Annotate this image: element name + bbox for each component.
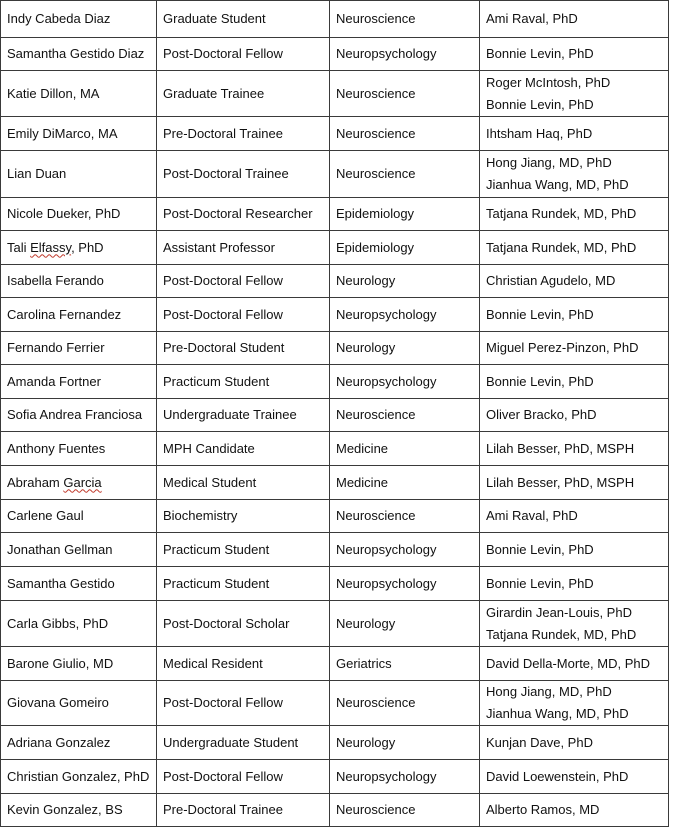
trainee-role-cell: Biochemistry [157, 500, 330, 533]
mentor-name: Ami Raval, PhD [486, 11, 578, 26]
mentor-name: Bonnie Levin, PhD [486, 46, 594, 61]
mentor-name: Lilah Besser, PhD, MSPH [486, 440, 635, 456]
trainee-name-cell: Nicole Dueker, PhD [1, 198, 157, 231]
mentor-cell [480, 298, 669, 332]
table-row [1, 365, 669, 399]
table-row [1, 1, 669, 38]
trainee-department-cell: Neuropsychology [330, 298, 480, 332]
trainee-department-cell: Medicine [330, 466, 480, 500]
table-row [1, 466, 669, 500]
trainee-department-cell: Neuroscience [330, 794, 480, 827]
table-row [1, 794, 669, 827]
trainee-role-cell: Graduate Trainee [157, 71, 330, 117]
table-row [1, 298, 669, 332]
trainee-name-cell: Katie Dillon, MA [1, 71, 157, 117]
trainee-name-cell: Emily DiMarco, MA [1, 117, 157, 151]
trainee-role-cell: Undergraduate Student [157, 726, 330, 760]
mentor-name: Tatjana Rundek, MD, PhD [486, 206, 637, 221]
mentor-name: Lilah Besser, PhD, MSPH [486, 474, 635, 490]
trainee-role-cell: Undergraduate Trainee [157, 399, 330, 432]
trainee-department-cell: Neuropsychology [330, 365, 480, 399]
trainee-role-cell: Practicum Student [157, 533, 330, 567]
trainee-department-cell: Neuropsychology [330, 567, 480, 601]
mentor-name: Bonnie Levin, PhD [486, 575, 594, 591]
trainee-role-cell: Post-Doctoral Fellow [157, 38, 330, 71]
trainee-name-cell: Abraham Garcia [1, 466, 157, 500]
trainee-role-cell: Assistant Professor [157, 231, 330, 265]
trainee-name-cell: Carla Gibbs, PhD [1, 601, 157, 647]
mentor-name: David Della-Morte, MD, PhD [486, 655, 650, 671]
table-row [1, 399, 669, 432]
mentor-cell [480, 151, 669, 198]
table-row [1, 726, 669, 760]
mentor-cell [480, 466, 669, 500]
trainee-role-cell: Post-Doctoral Researcher [157, 198, 330, 231]
table-row [1, 681, 669, 726]
mentor-cell [480, 332, 669, 365]
trainee-role-cell: Pre-Doctoral Trainee [157, 794, 330, 827]
mentor-cell [480, 794, 669, 827]
trainee-name-cell: Carlene Gaul [1, 500, 157, 533]
trainee-department-cell: Neurology [330, 332, 480, 365]
mentor-name: David Loewenstein, PhD [486, 768, 629, 784]
mentor-cell [480, 265, 669, 298]
table-row [1, 533, 669, 567]
mentor-name: Jianhua Wang, MD, PhD [486, 177, 629, 192]
mentor-name: Miguel Perez-Pinzon, PhD [486, 340, 639, 355]
trainee-role-cell: Post-Doctoral Fellow [157, 681, 330, 726]
mentor-name: Kunjan Dave, PhD [486, 734, 593, 750]
mentor-name: Bonnie Levin, PhD [486, 306, 594, 322]
trainee-role-cell: Post-Doctoral Fellow [157, 760, 330, 794]
trainee-name-cell: Lian Duan [1, 151, 157, 198]
trainee-name-cell: Jonathan Gellman [1, 533, 157, 567]
trainee-department-cell: Medicine [330, 432, 480, 466]
mentor-cell [480, 198, 669, 231]
trainee-department-cell: Neuroscience [330, 681, 480, 726]
mentor-cell [480, 533, 669, 567]
trainee-role-cell: Medical Student [157, 466, 330, 500]
trainee-department-cell: Neuroscience [330, 117, 480, 151]
table-row [1, 567, 669, 601]
mentor-name: Oliver Bracko, PhD [486, 407, 597, 422]
mentor-name: Ami Raval, PhD [486, 508, 578, 523]
table-row [1, 71, 669, 117]
trainee-department-cell: Neuroscience [330, 151, 480, 198]
trainee-name-cell: Tali Elfassy, PhD [1, 231, 157, 265]
mentor-name: Bonnie Levin, PhD [486, 373, 594, 389]
trainee-role-cell: Practicum Student [157, 365, 330, 399]
trainee-role-cell: Post-Doctoral Scholar [157, 601, 330, 647]
trainee-name-cell: Adriana Gonzalez [1, 726, 157, 760]
table-row [1, 647, 669, 681]
trainee-department-cell: Neurology [330, 601, 480, 647]
mentor-cell [480, 117, 669, 151]
table-row [1, 117, 669, 151]
trainee-department-cell: Neurology [330, 726, 480, 760]
trainee-name-cell: Isabella Ferando [1, 265, 157, 298]
trainee-department-cell: Neurology [330, 265, 480, 298]
trainee-name-cell: Amanda Fortner [1, 365, 157, 399]
table-row [1, 231, 669, 265]
trainee-role-cell: Pre-Doctoral Student [157, 332, 330, 365]
trainee-department-cell: Neuropsychology [330, 760, 480, 794]
mentor-name: Ihtsham Haq, PhD [486, 125, 593, 141]
table-row [1, 432, 669, 466]
trainee-name-cell: Indy Cabeda Diaz [1, 1, 157, 38]
trainee-role-cell: Medical Resident [157, 647, 330, 681]
mentor-cell [480, 601, 669, 647]
mentor-cell [480, 432, 669, 466]
mentor-name: Roger McIntosh, PhD [486, 74, 611, 90]
table-row [1, 38, 669, 71]
trainee-name-cell: Christian Gonzalez, PhD [1, 760, 157, 794]
mentor-cell [480, 500, 669, 533]
trainee-role-cell: MPH Candidate [157, 432, 330, 466]
table-row [1, 151, 669, 198]
mentor-name: Bonnie Levin, PhD [486, 96, 594, 112]
table-row [1, 198, 669, 231]
mentor-cell [480, 760, 669, 794]
mentor-cell [480, 38, 669, 71]
trainee-department-cell: Epidemiology [330, 231, 480, 265]
mentor-name: Girardin Jean-Louis, PhD [486, 604, 632, 620]
trainee-department-cell: Neuroscience [330, 500, 480, 533]
trainee-department-cell: Neuropsychology [330, 38, 480, 71]
trainee-role-cell: Post-Doctoral Fellow [157, 298, 330, 332]
mentor-name: Hong Jiang, MD, PhD [486, 684, 612, 699]
trainee-department-cell: Neuroscience [330, 71, 480, 117]
trainee-role-cell: Pre-Doctoral Trainee [157, 117, 330, 151]
trainee-department-cell: Geriatrics [330, 647, 480, 681]
trainee-role-cell: Post-Doctoral Trainee [157, 151, 330, 198]
trainee-name-cell: Barone Giulio, MD [1, 647, 157, 681]
trainee-name-cell: Carolina Fernandez [1, 298, 157, 332]
trainee-name-cell: Giovana Gomeiro [1, 681, 157, 726]
table-row [1, 500, 669, 533]
trainee-name-cell: Anthony Fuentes [1, 432, 157, 466]
mentor-cell [480, 71, 669, 117]
mentor-cell [480, 365, 669, 399]
trainee-department-cell: Neuropsychology [330, 533, 480, 567]
trainee-role-cell: Practicum Student [157, 567, 330, 601]
mentor-cell [480, 726, 669, 760]
table-row [1, 760, 669, 794]
trainee-role-cell: Graduate Student [157, 1, 330, 38]
mentor-name: Hong Jiang, MD, PhD [486, 155, 612, 170]
trainee-department-cell: Epidemiology [330, 198, 480, 231]
trainee-department-cell: Neuroscience [330, 1, 480, 38]
mentor-name: Alberto Ramos, MD [486, 802, 600, 817]
mentor-name: Tatjana Rundek, MD, PhD [486, 626, 637, 642]
trainee-role-cell: Post-Doctoral Fellow [157, 265, 330, 298]
trainee-name-cell: Fernando Ferrier [1, 332, 157, 365]
mentor-name: Christian Agudelo, MD [486, 273, 616, 288]
mentor-name: Tatjana Rundek, MD, PhD [486, 239, 637, 255]
mentor-cell [480, 681, 669, 726]
mentor-cell [480, 567, 669, 601]
mentor-cell [480, 647, 669, 681]
trainee-name-cell: Sofia Andrea Franciosa [1, 399, 157, 432]
trainee-name-cell: Samantha Gestido [1, 567, 157, 601]
mentor-cell [480, 399, 669, 432]
trainee-table-body [1, 1, 669, 827]
table-row [1, 332, 669, 365]
mentor-name: Bonnie Levin, PhD [486, 541, 594, 557]
mentor-cell [480, 1, 669, 38]
trainee-name-cell: Samantha Gestido Diaz [1, 38, 157, 71]
mentor-cell [480, 231, 669, 265]
mentor-name: Jianhua Wang, MD, PhD [486, 706, 629, 721]
trainee-name-cell: Kevin Gonzalez, BS [1, 794, 157, 827]
table-row [1, 601, 669, 647]
trainee-department-cell: Neuroscience [330, 399, 480, 432]
table-row [1, 265, 669, 298]
